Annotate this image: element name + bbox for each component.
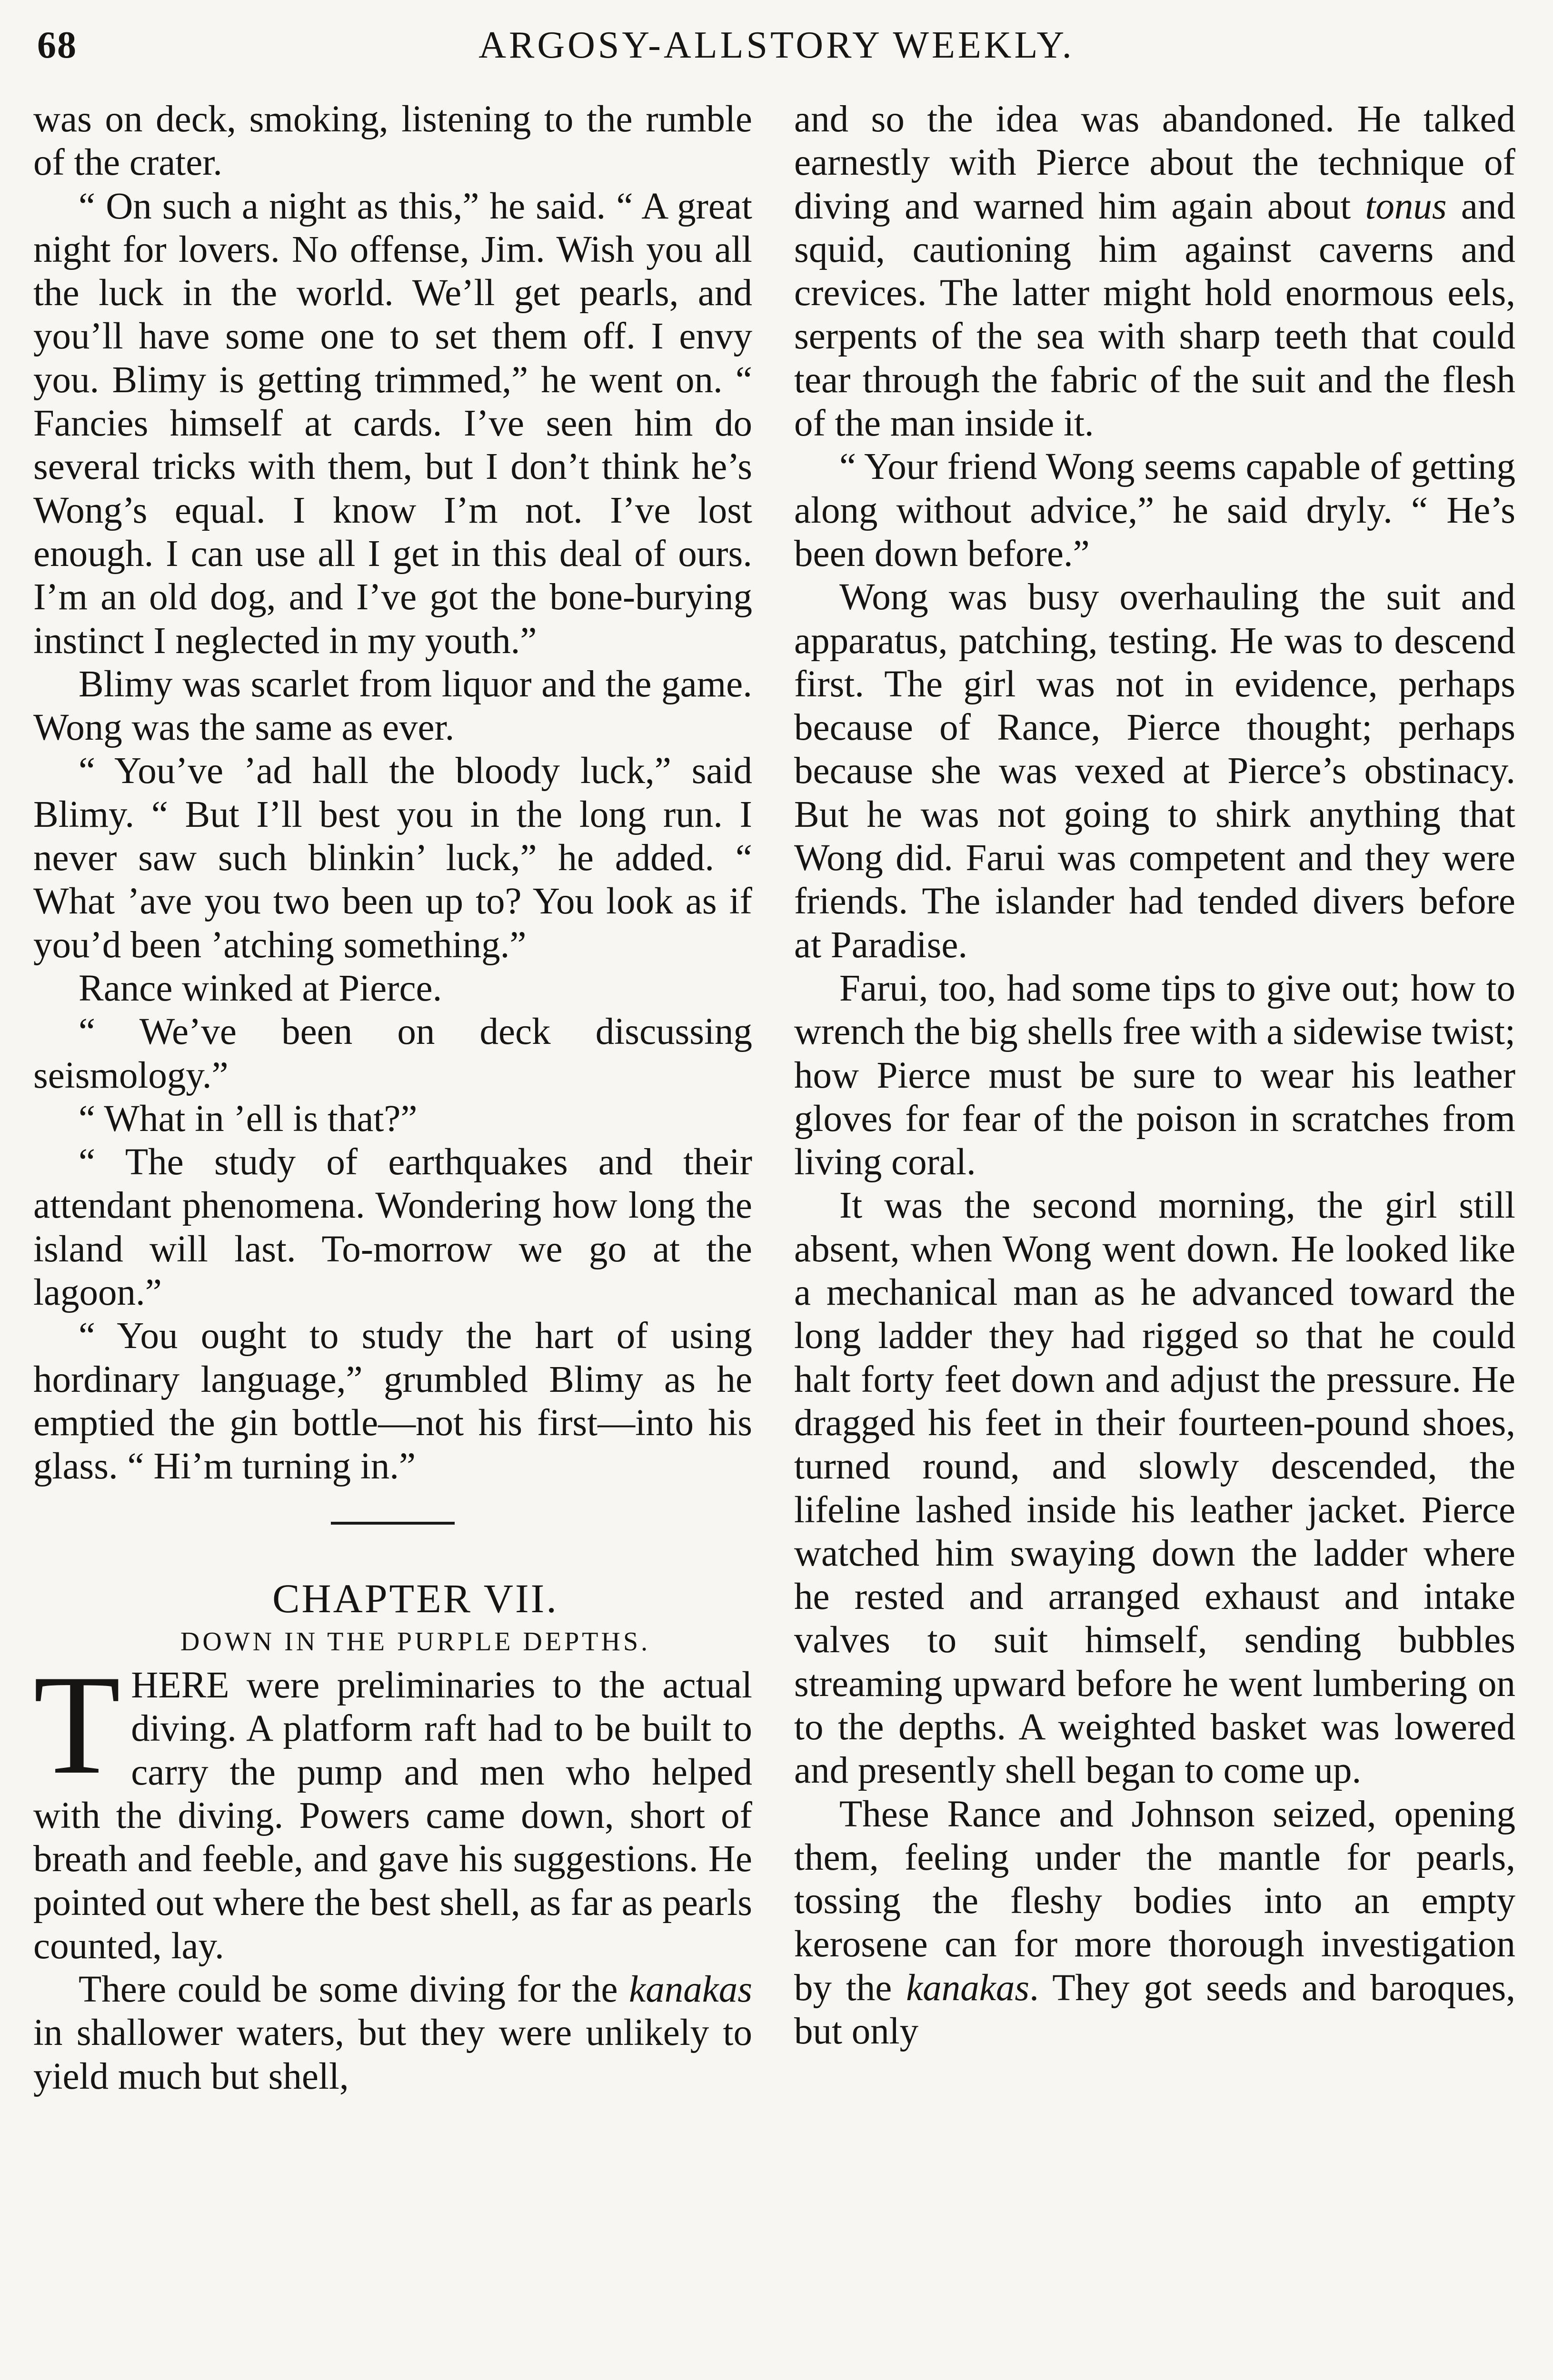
paragraph: “ We’ve been on deck discussing seismology.”	[33, 1011, 752, 1096]
paragraph: was on deck, smoking, listening to the rumble of the crater.	[33, 99, 752, 184]
paragraph: “ Your friend Wong seems capable of getting along without advice,” he said dryly. “ He’s been down before.”	[794, 446, 1515, 575]
left-column	[33, 98, 752, 2098]
paragraph: “ On such a night as this,” he said. “ A great night for lovers. No offense, Jim. Wish you all the luck in the world. We’ll get pearls, and you’ll have some one to set them off. I envy you. Blimy is getting trimmed,” he went on. “ Fancies himself at cards. I’ve seen him do several tricks with them, but I don’t think he’s Wong’s equal. I know I’m not. I’ve lost enough. I can use all I get in this deal of ours. I’m an old dog, and I’ve got the bone-burying instinct I neglected in my youth.”	[33, 185, 752, 662]
page-header	[0, 10, 1553, 81]
italic-word: kanakas	[629, 1969, 752, 2011]
drop-cap: T	[33, 1646, 121, 1804]
paragraph: “ You ought to study the hart of using hordinary language,” grumbled Blimy as he emptied the gin bottle—not his first—into his glass. “ Hi’m turning in.”	[33, 1315, 752, 1488]
section-break-rule	[331, 1522, 455, 1525]
chapter-title: CHAPTER VII.	[272, 1575, 558, 1621]
paragraph: “ The study of earthquakes and their attendant phenomena. Wondering how long the island will last. To-morrow we go at the lagoon.”	[33, 1141, 752, 1314]
paragraph-text: These Rance and Johnson seized, opening them, feeling under the mantle for pearls, tossing the fleshy bodies into an empty kerosene can for more thorough investigation by the	[794, 1793, 1515, 2009]
paragraph: “ What in ’ell is that?”	[79, 1098, 418, 1140]
right-column	[794, 98, 1515, 2053]
paragraph	[794, 98, 1515, 445]
paragraph-text: in shallower waters, but they were unlikely to yield much but shell,	[33, 2012, 752, 2097]
chapter-subtitle: DOWN IN THE PURPLE DEPTHS.	[180, 1626, 651, 1656]
paragraph-text: HERE were preliminaries to the actual diving. A platform raft had to be built to carry the pump and men who helped with the diving. Powers came down, short of breath and feeble, and gave his suggestions. He pointed out where the best shell, as far as pearls counted, lay.	[33, 1665, 752, 1967]
paragraph-text: . They got seeds and baroques, but only	[794, 1967, 1515, 2053]
page-number: 68	[37, 24, 77, 66]
chapter-opening-paragraph	[33, 1646, 752, 1968]
paragraph-text: There could be some diving for the	[79, 1969, 629, 2011]
italic-word: kanakas	[906, 1967, 1030, 2009]
paragraph	[794, 1793, 1515, 2053]
paragraph: Blimy was scarlet from liquor and the game. Wong was the same as ever.	[33, 663, 752, 749]
paragraph: Farui, too, had some tips to give out; how to wrench the big shells free with a sidewise twist; how Pierce must be sure to wear his leather gloves for fear of the poison in scratches from living coral.	[794, 967, 1515, 1183]
paragraph-text: and squid, cautioning him against caverns and crevices. The latter might hold enormous eels, serpents of the sea with sharp teeth that could tear through the fabric of the suit and the flesh of the man inside it.	[794, 185, 1515, 445]
paragraph: Rance winked at Pierce.	[79, 967, 442, 1009]
paragraph: Wong was busy overhauling the suit and apparatus, patching, testing. He was to descend first. The girl was not in evidence, perhaps because of Rance, Pierce thought; perhaps because she was vexed at Pierce’s obstinacy. But he was not going to shirk anything that Wong did. Farui was competent and they were friends. The islander had tended divers before at Paradise.	[794, 576, 1515, 966]
paragraph: It was the second morning, the girl still absent, when Wong went down. He looked like a mechanical man as he advanced toward the long ladder they had rigged so that he could halt forty feet down and adjust the pressure. He dragged his feet in their fourteen-pound shoes, turned round, and slowly descended, the lifeline lashed inside his leather jacket. Pierce watched him swaying down the ladder where he rested and arranged exhaust and intake valves to suit himself, sending bubbles streaming upward before he went lumbering on to the depths. A weighted basket was lowered and presently shell began to come up.	[794, 1185, 1515, 1792]
paragraph-text: and so the idea was abandoned. He talked earnestly with Pierce about the technique of diving and warned him again about	[794, 99, 1515, 227]
italic-word: tonus	[1365, 185, 1447, 227]
paragraph	[33, 1968, 752, 2098]
paragraph: “ You’ve ’ad hall the bloody luck,” said Blimy. “ But I’ll best you in the long run. I never saw such blinkin’ luck,” he added. “ What ’ave you two been up to? You look as if you’d been ’atching something.”	[33, 750, 752, 966]
running-head: ARGOSY-ALLSTORY WEEKLY.	[478, 24, 1075, 66]
